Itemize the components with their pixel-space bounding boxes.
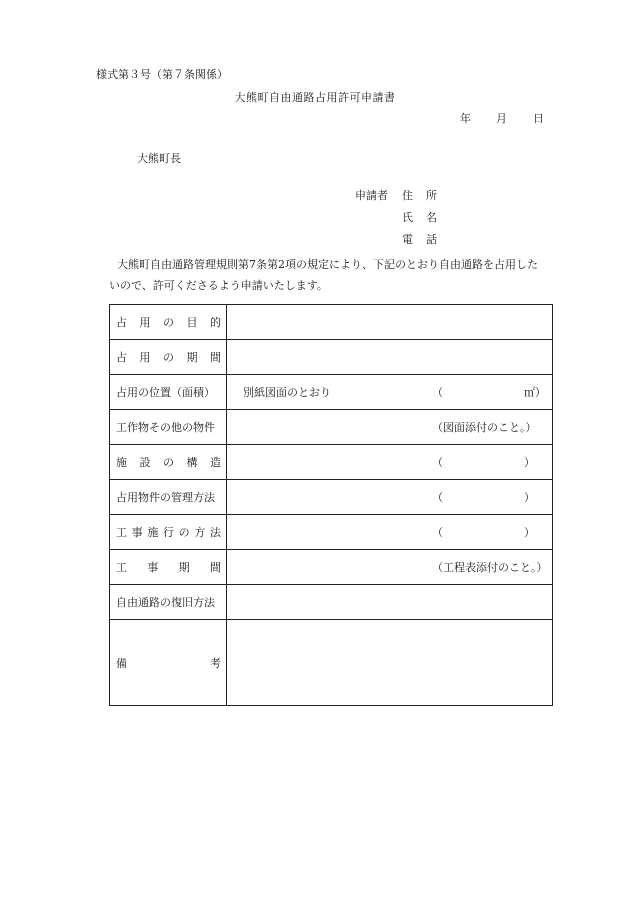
paren-open: （ — [432, 526, 443, 539]
row-label — [110, 655, 226, 671]
phone-label-2: 話 — [426, 233, 437, 246]
row-label — [110, 314, 226, 330]
row-value-cell[interactable] — [227, 480, 553, 515]
row-label-char: 考 — [210, 656, 221, 670]
document-title: 大熊町自由通路占用許可申請書 — [234, 91, 396, 104]
row-label-char: 期 — [186, 351, 198, 364]
row-label-char: 的 — [210, 316, 221, 329]
paren-close: ） — [524, 491, 535, 504]
row-label — [110, 454, 226, 470]
row-label: 占用物件の管理方法 — [116, 491, 215, 504]
row-label-char: 用 — [139, 351, 151, 364]
row-label-char: 構 — [186, 456, 198, 469]
table-row — [110, 305, 553, 340]
row-label-char: の — [178, 526, 190, 539]
row-label-cell — [110, 305, 227, 340]
row-label-cell — [110, 375, 227, 410]
row-label-char: 間 — [209, 561, 221, 574]
row-label-cell — [110, 445, 227, 480]
row-label: 工作物その他の物件 — [116, 421, 215, 434]
row-label-char: 工 — [116, 526, 127, 539]
date-year-label: 年 — [460, 112, 471, 125]
row-value-cell[interactable] — [227, 340, 553, 375]
paren-close: ㎡） — [524, 386, 546, 399]
name-label-2: 名 — [426, 211, 437, 224]
row-label-char: 設 — [139, 456, 151, 469]
row-label: 自由通路の復旧方法 — [116, 596, 215, 609]
applicant-label: 申請者 — [355, 189, 388, 202]
paren-note: （図面添付のこと。） — [432, 421, 537, 434]
addressee: 大熊町長 — [137, 152, 181, 165]
row-label: 占用の位置（面積） — [116, 386, 215, 399]
row-label-cell — [110, 620, 227, 706]
row-label-char: 占 — [116, 351, 127, 364]
row-label-char: 造 — [210, 456, 221, 469]
row-value-cell[interactable] — [227, 305, 553, 340]
paren-open: （ — [432, 386, 443, 399]
paren-close: ） — [524, 526, 535, 539]
row-value-cell[interactable] — [227, 550, 553, 585]
row-label-char: 間 — [210, 351, 221, 364]
row-label-char: 占 — [116, 316, 127, 329]
name-label-1: 氏 — [402, 211, 413, 224]
row-label-char: 施 — [147, 526, 159, 539]
row-label-char: の — [163, 456, 174, 469]
table-row — [110, 550, 553, 585]
row-label-char: 期 — [178, 561, 190, 574]
date-month-label: 月 — [496, 112, 507, 125]
row-label — [110, 349, 226, 365]
row-value-cell[interactable] — [227, 585, 553, 620]
row-label-char: 工 — [116, 561, 127, 574]
paren-open: （ — [432, 491, 443, 504]
row-label-cell — [110, 585, 227, 620]
phone-label-1: 電 — [402, 233, 413, 246]
row-label-char: 施 — [116, 456, 127, 469]
form-number: 様式第３号（第７条関係） — [96, 68, 228, 81]
row-label-cell — [110, 550, 227, 585]
row-label-cell — [110, 340, 227, 375]
table-row — [110, 375, 553, 410]
row-label-char: 備 — [116, 656, 127, 670]
row-label-char: の — [163, 316, 174, 329]
row-value-cell[interactable] — [227, 515, 553, 550]
paren-note: （工程表添付のこと。） — [432, 561, 548, 574]
row-label-char: 事 — [131, 526, 143, 539]
row-label-char: の — [163, 351, 174, 364]
row-value-cell[interactable] — [227, 375, 553, 410]
date-day-label: 日 — [533, 112, 544, 125]
body-text-line-1: 大熊町自由通路管理規則第7条第2項の規定により、下記のとおり自由通路を占用した — [117, 258, 538, 271]
application-table — [109, 304, 553, 706]
row-note: 別紙図面のとおり — [243, 386, 331, 399]
table-row — [110, 480, 553, 515]
paren-close: ） — [524, 456, 535, 469]
address-label-2: 所 — [426, 189, 437, 202]
table-row — [110, 340, 553, 375]
row-label-cell — [110, 515, 227, 550]
row-label-char: 方 — [194, 526, 206, 539]
row-label-cell — [110, 480, 227, 515]
table-row — [110, 620, 553, 706]
address-label-1: 住 — [402, 189, 413, 202]
row-label-char: 法 — [209, 526, 221, 539]
row-label-char: 行 — [162, 526, 174, 539]
table-row — [110, 515, 553, 550]
table-row — [110, 445, 553, 480]
row-label — [110, 559, 226, 575]
row-value-cell[interactable] — [227, 445, 553, 480]
row-value-cell[interactable] — [227, 410, 553, 445]
row-label — [110, 524, 226, 540]
body-text-line-2: いので、許可くださるよう申請いたします。 — [109, 279, 328, 292]
row-value-cell[interactable] — [227, 620, 553, 706]
row-label-char: 事 — [147, 561, 159, 574]
row-label-char: 用 — [139, 316, 151, 329]
paren-open: （ — [432, 456, 443, 469]
row-label-cell — [110, 410, 227, 445]
row-label-char: 目 — [186, 316, 198, 329]
table-row — [110, 585, 553, 620]
table-row — [110, 410, 553, 445]
